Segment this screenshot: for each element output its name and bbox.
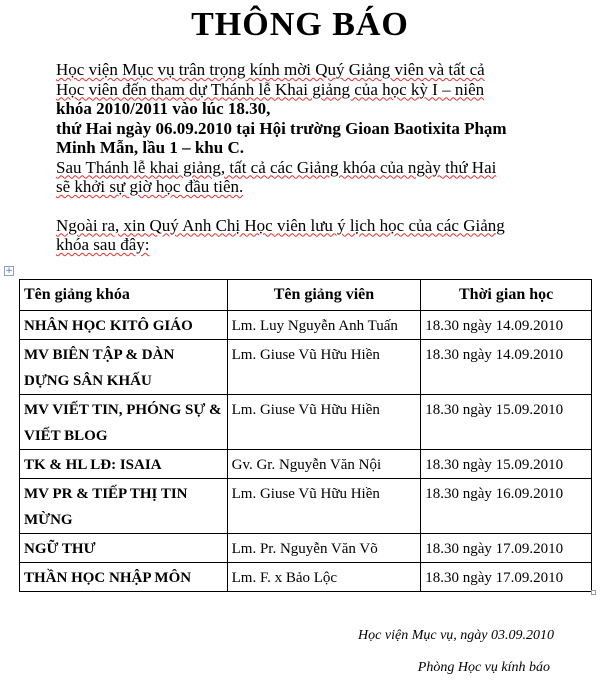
class-time: 18.30 ngày 15.09.2010 [421, 450, 592, 479]
body-line: Sau Thánh lễ khai giảng, tất cả các Giảng khóa của ngày thứ Hai [56, 157, 497, 177]
class-time: 18.30 ngày 17.09.2010 [421, 563, 592, 592]
teacher-name: Lm. Giuse Vũ Hữu Hiền [227, 340, 421, 395]
body-line: Ngoài ra, xin Quý Anh Chị Học viên lưu ý lịch học của các Giảng [56, 215, 505, 235]
teacher-name: Lm. Luy Nguyễn Anh Tuấn [227, 311, 421, 340]
body-line: khóa 2010/2011 vào lúc 18.30, [56, 99, 271, 118]
class-time: 18.30 ngày 15.09.2010 [421, 395, 592, 450]
table-row [20, 479, 592, 534]
body-line: Học viện Mục vụ trân trọng kính mời Quý Giảng viên và tất cả [56, 60, 485, 79]
body-line: thứ Hai ngày 06.09.2010 tại Hội trường Gioan Baotixita Phạm [56, 118, 507, 138]
teacher-name: Lm. Pr. Nguyễn Văn Võ [227, 534, 421, 563]
body-line: Học viên đến tham dự Thánh lễ Khai giảng của học kỳ I – niên [56, 79, 485, 99]
table-row [20, 450, 592, 479]
course-name: MV PR & TIẾP THỊ TIN MỪNG [20, 479, 228, 534]
teacher-name: Lm. F. x Bảo Lộc [227, 563, 421, 592]
teacher-name: Lm. Giuse Vũ Hữu Hiền [227, 395, 421, 450]
teacher-name: Lm. Giuse Vũ Hữu Hiền [227, 479, 421, 534]
body-line: sẽ khởi sự giờ học đầu tiên. [56, 177, 244, 196]
schedule-table [19, 279, 592, 592]
course-name: NGỮ THƯ [20, 534, 228, 563]
announcement-body [56, 60, 566, 255]
class-time: 18.30 ngày 14.09.2010 [421, 311, 592, 340]
table-row [20, 340, 592, 395]
body-line: Minh Mẫn, lầu 1 – khu C. [56, 138, 244, 157]
table-header-row [20, 280, 592, 311]
course-name: TK & HL LĐ: ISAIA [20, 450, 228, 479]
course-name: MV VIẾT TIN, PHÓNG SỰ & VIẾT BLOG [20, 395, 228, 450]
table-row [20, 534, 592, 563]
header-time: Thời gian học [421, 280, 592, 311]
class-time: 18.30 ngày 16.09.2010 [421, 479, 592, 534]
footer-date-line: Học viện Mục vụ, ngày 03.09.2010 [358, 628, 554, 643]
header-teacher: Tên giảng viên [227, 280, 421, 311]
teacher-name: Gv. Gr. Nguyễn Văn Nội [227, 450, 421, 479]
course-name: THẦN HỌC NHẬP MÔN [20, 563, 228, 592]
class-time: 18.30 ngày 14.09.2010 [421, 340, 592, 395]
header-course: Tên giảng khóa [20, 280, 228, 311]
document-title: THÔNG BÁO [191, 6, 409, 43]
course-name: MV BIÊN TẬP & DÀN DỰNG SÂN KHẤU [20, 340, 228, 395]
course-name: NHÂN HỌC KITÔ GIÁO [20, 311, 228, 340]
table-row [20, 395, 592, 450]
table-row [20, 311, 592, 340]
table-move-handle-icon[interactable]: + [5, 266, 13, 276]
footer-signature-line: Phòng Học vụ kính báo [417, 660, 550, 675]
table-row [20, 563, 592, 592]
body-line: khóa sau đây: [56, 235, 150, 254]
table-resize-handle[interactable] [591, 590, 596, 595]
class-time: 18.30 ngày 17.09.2010 [421, 534, 592, 563]
